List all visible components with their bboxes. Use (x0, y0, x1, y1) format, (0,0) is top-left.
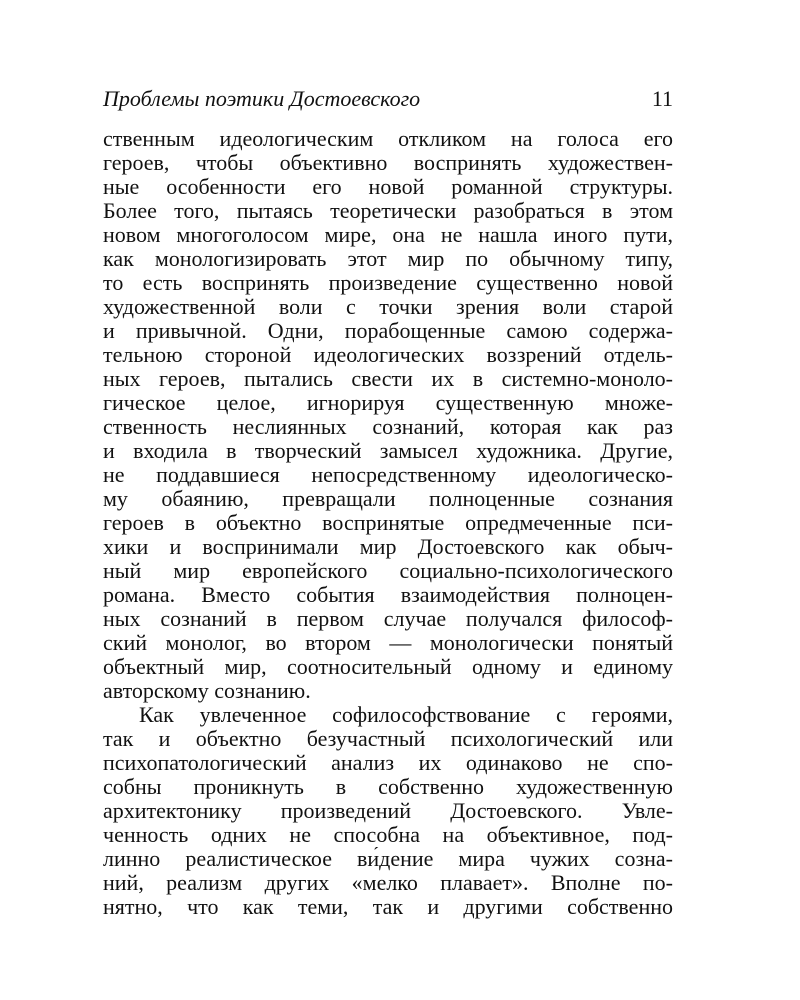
text-line: героев, чтобы объективно воспринять художествен- (103, 151, 673, 175)
text-line: ченность одних не способна на объективное, под- (103, 823, 673, 847)
text-line: так и объектно безучастный психологический или (103, 727, 673, 751)
text-line: хики и воспринимали мир Достоевского как обыч- (103, 535, 673, 559)
paragraph-end-line: авторскому сознанию. (103, 679, 311, 703)
text-line: ные особенности его новой романной структуры. (103, 175, 673, 199)
text-line: собны проникнуть в собственно художественную (103, 775, 673, 799)
text-line: нятно, что как теми, так и другими собственно (103, 895, 673, 919)
text-line: то есть воспринять произведение существенно новой (103, 271, 673, 295)
text-line: не поддавшиеся непосредственному идеологическо- (103, 463, 673, 487)
text-line: тельною стороной идеологических воззрений отдель- (103, 343, 673, 367)
text-line: архитектонику произведений Достоевского. Увле- (103, 799, 673, 823)
text-line: героев в объектно воспринятые опредмеченные пси- (103, 511, 673, 535)
text-line: психопатологический анализ их одинаково не спо- (103, 751, 673, 775)
text-line: романа. Вместо события взаимодействия полноцен- (103, 583, 673, 607)
text-line: гическое целое, игнорируя существенную множе- (103, 391, 673, 415)
text-line: ний, реализм других «мелко плавает». Вполне по- (103, 871, 673, 895)
text-line: художественной воли с точки зрения воли старой (103, 295, 673, 319)
text-line: Более того, пытаясь теоретически разобраться в этом (103, 199, 673, 223)
text-line: ный мир европейского социально-психологического (103, 559, 673, 583)
text-line: и привычной. Одни, порабощенные самою содержа- (103, 319, 673, 343)
text-line: и входила в творческий замысел художника. Другие, (103, 439, 673, 463)
text-line: ных сознаний в первом случае получался философ- (103, 607, 673, 631)
text-line: как монологизировать этот мир по обычному типу, (103, 247, 673, 271)
running-title: Проблемы поэтики Достоевского (103, 86, 421, 111)
text-line: новом многоголосом мире, она не нашла иного пути, (103, 223, 673, 247)
paragraph-start-line: Как увлеченное софилософствование с героями, (139, 703, 673, 727)
text-line: ский монолог, во втором — монологически понятый (103, 631, 673, 655)
text-line: ственность неслиянных сознаний, которая как раз (103, 415, 673, 439)
text-line: ных героев, пытались свести их в системно-моноло- (103, 367, 673, 391)
text-line: му обаянию, превращали полноценные сознания (103, 487, 673, 511)
running-header (103, 84, 673, 114)
text-line: линно реалистическое ви́дение мира чужих созна- (103, 847, 673, 871)
text-line: объектный мир, соотносительный одному и единому (103, 655, 673, 679)
page-number: 11 (651, 86, 673, 111)
text-line: ственным идеологическим откликом на голоса его (103, 127, 673, 151)
body-text (103, 127, 673, 919)
